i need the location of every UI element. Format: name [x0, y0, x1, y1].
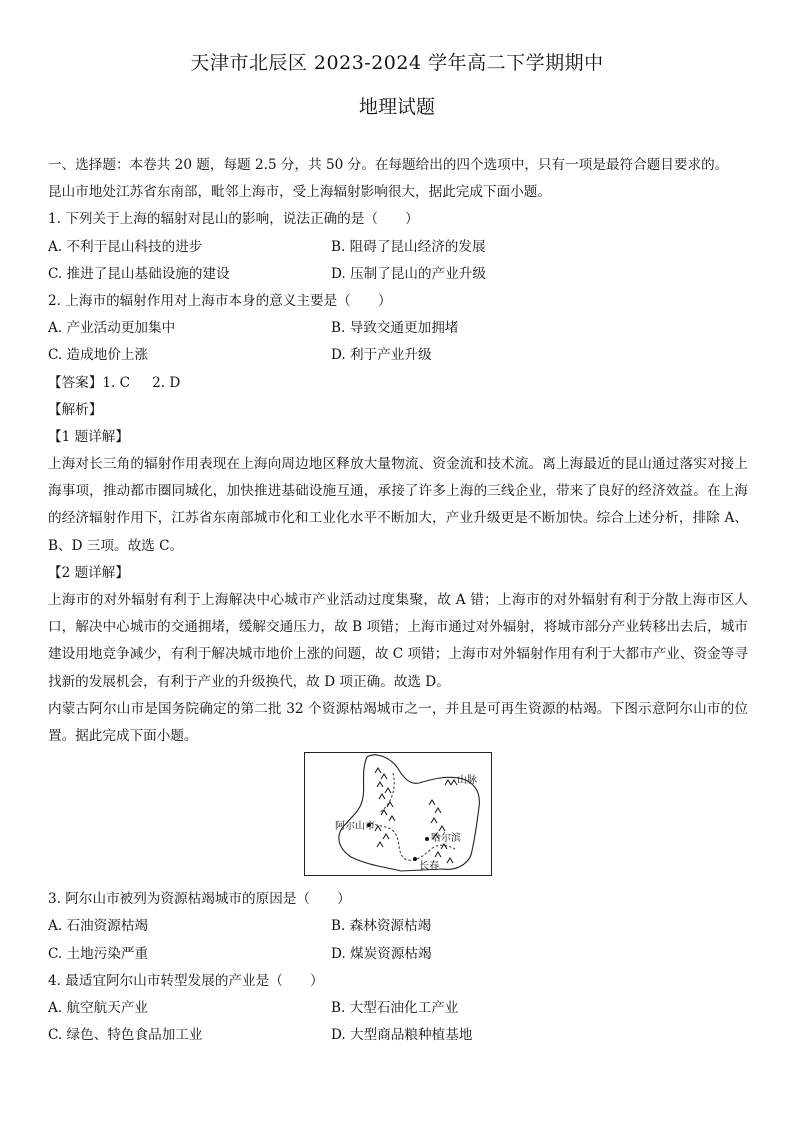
- group-intro-2: 内蒙古阿尔山市是国务院确定的第二批 32 个资源枯竭城市之一，并且是可再生资源的枯竭。下图示意阿尔山市的位置。据此完成下面小题。: [48, 700, 748, 745]
- option-1a: A. 不利于昆山科技的进步: [48, 238, 203, 255]
- question-3-stem: 3. 阿尔山市被列为资源枯竭城市的原因是（ ）: [48, 891, 351, 908]
- analysis-label: 【解析】: [48, 401, 103, 418]
- option-3a: A. 石油资源枯竭: [48, 918, 149, 935]
- option-3b: B. 森林资源枯竭: [331, 918, 432, 935]
- option-4d: D. 大型商品粮种植基地: [331, 1027, 473, 1044]
- question-2-options-row-1: [48, 315, 748, 342]
- option-2d: D. 利于产业升级: [331, 347, 432, 364]
- detail-1-label: 【1 题详解】: [48, 428, 129, 445]
- answer-line: [48, 370, 748, 397]
- question-4-options-row-1: [48, 995, 748, 1022]
- group-intro-1: 昆山市地处江苏省东南部，毗邻上海市，受上海辐射影响很大，据此完成下面小题。: [48, 184, 551, 201]
- question-1-stem: 1. 下列关于上海的辐射对昆山的影响，说法正确的是（ ）: [48, 211, 419, 228]
- detail-2-label: 【2 题详解】: [48, 564, 129, 581]
- question-2-stem: 2. 上海市的辐射作用对上海市本身的意义主要是（ ）: [48, 292, 392, 309]
- document-title: 天津市北辰区 2023-2024 学年高二下学期期中: [190, 52, 604, 74]
- label-mountain: 山脉: [457, 775, 477, 787]
- option-1b: B. 阻碍了昆山经济的发展: [331, 238, 486, 255]
- map-figure: [48, 752, 748, 886]
- option-2c: C. 造成地价上涨: [48, 347, 149, 364]
- option-4a: A. 航空航天产业: [48, 1000, 149, 1017]
- document-body: [48, 152, 748, 1049]
- detail-1-text: 上海对长三角的辐射作用表现在上海向周边地区释放大量物流、资金流和技术流。离上海最近的昆山通过落实对接上海事项，推动都市圈同城化，加快推进基础设施互通，承接了许多上海的三线企业，带来了良好的经济效益。在上海的经济辐射作用下，江苏省东南部城市化和工业化水平不断加大，产业升级更是不断加快。综合上述分析，排除 A、B、D 三项。故选 C。: [48, 456, 748, 554]
- option-3c: C. 土地污染严重: [48, 945, 149, 962]
- label-arshan: 阿尔山市: [335, 821, 375, 833]
- question-3-options-row-1: [48, 913, 748, 940]
- question-3-options-row-2: [48, 941, 748, 968]
- option-3d: D. 煤炭资源枯竭: [331, 945, 432, 962]
- label-harbin: 哈尔滨: [431, 833, 461, 845]
- region-boundary: [339, 755, 480, 871]
- question-4-stem: 4. 最适宜阿尔山市转型发展的产业是（ ）: [48, 972, 324, 989]
- option-1c: C. 推进了昆山基础设施的建设: [48, 265, 230, 282]
- detail-2-text: 上海市的对外辐射有利于上海解决中心城市产业活动过度集聚，故 A 错；上海市的对外辐射有利于分散上海市区人口，解决中心城市的交通拥堵，缓解交通压力，故 B 项错；上海市通过对外辐射，将城市部分产业转移出去后，城市建设用地竞争减少，有利于解决城市地价上涨的问题，故 C 项错；上海市对外辐射作用有利于大都市产业、资金等寻找新的发展机会，有利于产业的升级换代，故 D 项正确。故选 D。: [48, 592, 748, 690]
- label-changchun: 长春: [419, 861, 439, 873]
- option-4c: C. 绿色、特色食品加工业: [48, 1027, 203, 1044]
- document-subtitle: 地理试题: [358, 96, 435, 118]
- option-2a: A. 产业活动更加集中: [48, 320, 176, 337]
- question-1-options-row-1: [48, 234, 748, 261]
- location-map: [304, 752, 492, 876]
- answer-2: 2. D: [152, 374, 181, 391]
- section-heading: 一、选择题：本卷共 20 题，每题 2.5 分，共 50 分。在每题给出的四个选项中，只有一项是最符合题目要求的。: [48, 157, 729, 173]
- changchun-marker: [413, 857, 417, 861]
- harbin-marker: [425, 837, 429, 841]
- option-4b: B. 大型石油化工产业: [331, 1000, 459, 1017]
- question-2-options-row-2: [48, 342, 748, 369]
- mountain-symbols: [375, 768, 457, 863]
- answer-label: 【答案】: [48, 374, 103, 391]
- answer-1: 1. C: [102, 374, 131, 391]
- question-4-options-row-2: [48, 1022, 748, 1049]
- question-1-options-row-2: [48, 261, 748, 288]
- option-2b: B. 导致交通更加拥堵: [331, 320, 459, 337]
- option-1d: D. 压制了昆山的产业升级: [331, 265, 486, 282]
